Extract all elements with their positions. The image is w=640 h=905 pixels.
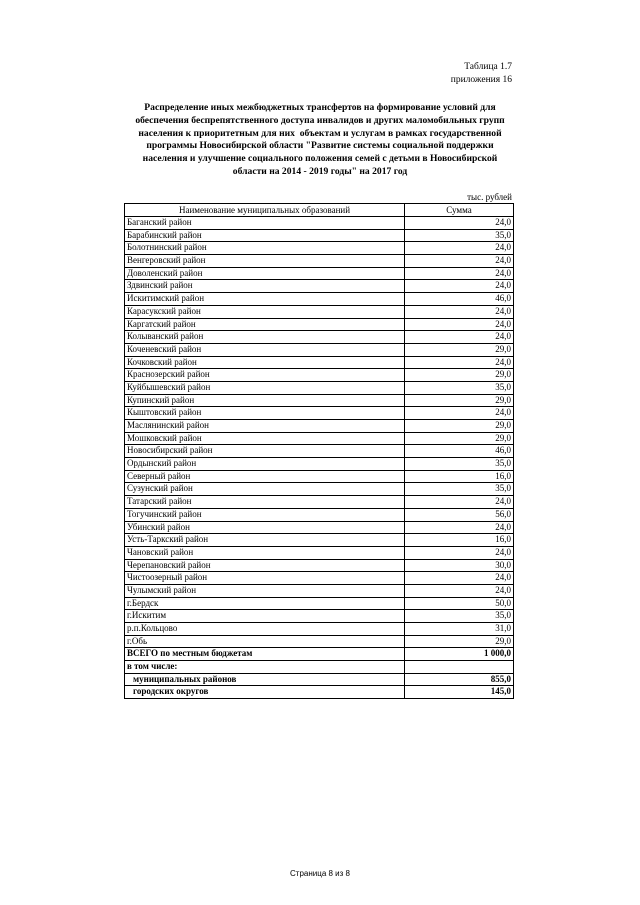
row-sum-cell: 24,0 [495, 280, 511, 291]
table-row [125, 368, 513, 381]
row-sum-cell: 29,0 [495, 432, 511, 443]
row-sum-cell: 24,0 [495, 331, 511, 342]
row-sum-cell: 24,0 [495, 407, 511, 418]
row-name-cell: Купинский район [125, 395, 405, 407]
row-name-cell: Карасукский район [125, 306, 405, 318]
row-sum-cell: 29,0 [495, 420, 511, 430]
row-name-cell: Тогучинский район [125, 509, 405, 521]
table-row [125, 508, 513, 521]
table-row [125, 216, 513, 229]
table-row [125, 495, 513, 508]
row-name-cell: городских округов [125, 686, 405, 698]
row-name-cell: Доволенский район [125, 268, 405, 280]
row-sum-cell: 24,0 [495, 217, 511, 227]
table-row [125, 330, 513, 343]
table-row [125, 305, 513, 318]
row-sum-cell: 24,0 [495, 546, 511, 557]
page-number: Страница 8 из 8 [290, 869, 350, 878]
row-sum-cell: 16,0 [495, 470, 511, 481]
table-row [125, 457, 513, 470]
row-name-cell: Убинский район [125, 522, 405, 534]
row-sum-cell: 24,0 [495, 305, 511, 316]
row-name-cell: Черепановский район [125, 560, 405, 572]
row-name-cell: Искитимский район [125, 293, 405, 305]
appendix-label: приложения 16 [450, 75, 512, 85]
row-sum-cell: 35,0 [495, 458, 511, 469]
column-header-name: Наименование муниципальных образований [125, 204, 405, 216]
row-sum-cell: 16,0 [495, 534, 511, 545]
transfers-table [124, 203, 514, 699]
row-name-cell: Колыванский район [125, 331, 405, 343]
row-name-cell: Татарский район [125, 496, 405, 508]
row-name-cell: г.Искитим [125, 610, 405, 622]
row-name-cell: Куйбышевский район [125, 382, 405, 394]
table-number: Таблица 1.7 [464, 62, 512, 72]
row-name-cell: Кыштовский район [125, 407, 405, 419]
row-sum-cell: 35,0 [495, 229, 511, 240]
row-sum-cell: 35,0 [495, 610, 511, 621]
table-row [125, 584, 513, 597]
row-name-cell: Сузунский район [125, 483, 405, 495]
units-label: тыс. рублей [467, 192, 512, 202]
row-sum-cell: 29,0 [495, 635, 511, 646]
row-sum-cell: 56,0 [495, 508, 511, 519]
row-name-cell: Кочковский район [125, 357, 405, 369]
breakdown-label-row [125, 660, 513, 673]
row-name-cell: Каргатский район [125, 319, 405, 331]
row-name-cell: г.Бердск [125, 598, 405, 610]
row-sum-cell: 24,0 [495, 242, 511, 253]
breakdown-row [125, 685, 513, 698]
row-name-cell: Мошковский район [125, 433, 405, 445]
table-row [125, 635, 513, 648]
table-row [125, 482, 513, 495]
row-name-cell: г.Обь [125, 636, 405, 648]
title-line: области на 2014 - 2019 годы" на 2017 год [232, 165, 408, 177]
document-title [0, 102, 640, 179]
row-sum-cell: 46,0 [495, 293, 511, 304]
table-row [125, 254, 513, 267]
table-row [125, 546, 513, 559]
row-name-cell: Баганский район [125, 217, 405, 229]
row-sum-cell: 855,0 [490, 673, 511, 684]
table-row [125, 622, 513, 635]
table-row [125, 267, 513, 280]
table-row [125, 343, 513, 356]
row-sum-cell: 35,0 [495, 483, 511, 494]
title-line: обеспечения беспрепятственного доступа инвалидов и других маломобильных групп [135, 114, 505, 126]
row-name-cell: Болотнинский район [125, 242, 405, 254]
table-row [125, 229, 513, 242]
table-row [125, 419, 513, 432]
table-row [125, 292, 513, 305]
row-sum-cell: 30,0 [495, 559, 511, 570]
table-header-row [125, 204, 513, 216]
row-name-cell: в том числе: [125, 661, 405, 673]
table-row [125, 609, 513, 622]
row-sum-cell: 24,0 [495, 356, 511, 367]
table-row [125, 470, 513, 483]
row-name-cell: Барабинский район [125, 230, 405, 242]
row-sum-cell: 24,0 [495, 255, 511, 266]
row-name-cell: Северный район [125, 471, 405, 483]
row-sum-cell: 29,0 [495, 369, 511, 380]
row-name-cell: Чановский район [125, 547, 405, 559]
row-name-cell: Новосибирский район [125, 445, 405, 457]
row-sum-cell: 29,0 [495, 394, 511, 405]
row-sum-cell: 24,0 [495, 521, 511, 532]
total-row [125, 647, 513, 660]
table-row [125, 406, 513, 419]
title-line: Распределение иных межбюджетных трансфертов на формирование условий для [144, 102, 496, 113]
table-row [125, 279, 513, 292]
table-row [125, 521, 513, 534]
table-row [125, 318, 513, 331]
row-name-cell: ВСЕГО по местным бюджетам [125, 648, 405, 660]
row-sum-cell: 46,0 [495, 445, 511, 456]
row-sum-cell: 145,0 [490, 686, 511, 697]
table-row [125, 559, 513, 572]
row-name-cell: Усть-Таркский район [125, 534, 405, 546]
table-row [125, 241, 513, 254]
row-name-cell: Чулымский район [125, 585, 405, 597]
table-row [125, 597, 513, 610]
row-sum-cell: 50,0 [495, 597, 511, 608]
row-sum-cell: 24,0 [495, 318, 511, 329]
row-sum-cell: 24,0 [495, 496, 511, 507]
row-sum-cell: 24,0 [495, 572, 511, 583]
row-sum-cell: 29,0 [495, 343, 511, 354]
table-row [125, 533, 513, 546]
row-name-cell: Здвинский район [125, 280, 405, 292]
row-name-cell: р.п.Кольцово [125, 623, 405, 635]
title-line: программы Новосибирской области "Развитие системы социальной поддержки [146, 140, 494, 152]
row-sum-cell: 1 000,0 [484, 648, 511, 659]
row-sum-cell [405, 661, 513, 673]
row-sum-cell: 31,0 [495, 623, 511, 633]
row-sum-cell: 24,0 [495, 584, 511, 595]
row-name-cell: Венгеровский район [125, 255, 405, 267]
row-name-cell: муниципальных районов [125, 674, 405, 686]
title-line: населения и улучшение социального положения семей с детьми в Новосибирской [142, 153, 498, 165]
column-header-sum: Сумма [446, 205, 472, 215]
table-row [125, 381, 513, 394]
table-row [125, 394, 513, 407]
row-name-cell: Маслянинский район [125, 420, 405, 432]
row-name-cell: Ордынский район [125, 458, 405, 470]
table-row [125, 571, 513, 584]
breakdown-row [125, 673, 513, 686]
table-row [125, 444, 513, 457]
title-line: населения к приоритетным для них объектам и услугам в рамках государственной [138, 127, 502, 139]
table-row [125, 356, 513, 369]
row-sum-cell: 24,0 [495, 267, 511, 278]
row-name-cell: Чистоозерный район [125, 572, 405, 584]
row-name-cell: Коченевский район [125, 344, 405, 356]
row-name-cell: Краснозерский район [125, 369, 405, 381]
row-sum-cell: 35,0 [495, 381, 511, 392]
table-row [125, 432, 513, 445]
